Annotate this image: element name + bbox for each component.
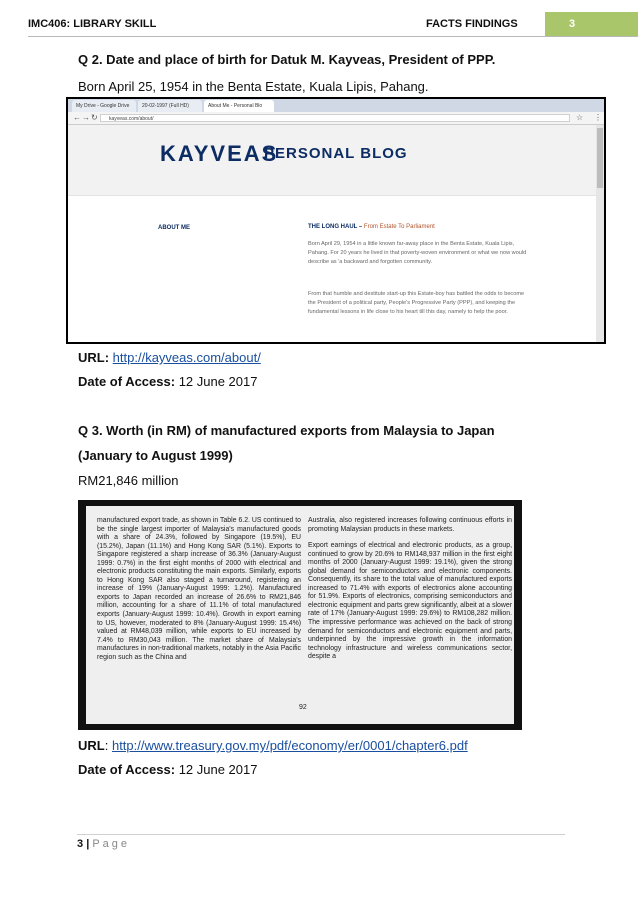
access-date: 12 June 2017 [178,374,258,389]
scan-right-paragraph-1: Australia, also registered increases following continuous efforts in promoting Malaysian products in these markets. [308,517,512,533]
blog-title: PERSONAL BLOG [264,145,408,162]
star-icon: ☆ [576,113,584,122]
scan-right-paragraph-2: Export earnings of electrical and electronic products, as a group, continued to grow by 20.6% to RM148,937 million in the first eight months of 2000 (January-August 1999: 19.1%), given the strong global demand for semiconductors and electronic components. Consequently, its share to the total value of manufactured exports increased to 71.4% with exports of electronics alone accounting for 51.9%. Exports of electronics, comprising semiconductors and electronic equipment and parts grew significantly, albeit at a slower rate of 17% (January-August 1999: 29.6%) to RM108,282 million. The impressive performance was achieved on the back of strong demand for semiconductors and electronic equipment and parts, underpinned by the impressive growth in the information technology infrastructure and wireless communications sector, despite a [308,542,512,661]
back-arrow-icon: ← [73,113,81,122]
url-separator: : [104,738,109,753]
footer-divider [77,834,565,835]
scan-left-column [97,517,301,670]
about-me-heading: ABOUT ME [158,225,190,231]
access-date: 12 June 2017 [178,762,258,777]
url-label: URL: [78,350,110,365]
blog-paragraph-2: From that humble and destitute start-up this Estate-boy has battled the odds to become the President of a political party, People's Progressive Party (PPP), and keeping the fundamental lessons in life close to his heart till this day, namely to help the poor. [308,291,525,315]
long-haul-title: THE LONG HAUL – [308,224,363,230]
menu-icon: ⋮ [594,113,602,122]
footer-page-number: 3 [77,838,84,850]
browser-scrollbar [596,125,604,342]
browser-tab-active: About Me - Personal Blo [204,100,274,112]
header-page-number: 3 [545,12,638,36]
question-3-line-2: (January to August 1999) [78,448,233,463]
browser-tab: My Drive - Google Drive [72,100,136,112]
question-2: Q 2. Date and place of birth for Datuk M. Kayveas, President of PPP. [78,52,496,67]
access-date-label: Date of Access: [78,374,176,389]
url-line-2 [78,350,261,365]
browser-toolbar [68,112,604,125]
header-divider [28,36,638,37]
blog-page [68,125,604,342]
scanned-document-image [78,500,522,730]
blog-paragraph-1: Born April 29, 1954 in a little known far-away place in the Benta Estate, Kuala Lipis, Pahang. For 20 years he lived in that poverty-woven environment or what we now would describe as 'a backward and forgotten community. [308,241,527,265]
forward-arrow-icon: → [82,113,90,122]
footer-page-word: Page [92,838,131,850]
footer-separator: | [86,838,90,850]
scanned-page [86,506,514,724]
access-date-line-3 [78,762,257,777]
footer [77,838,130,850]
browser-tab-strip [68,99,604,112]
url-line-3 [78,738,468,753]
header-section-title: FACTS FINDINGS [426,18,518,30]
scrollbar-thumb [597,128,603,188]
long-haul-heading [308,224,435,230]
browser-address-bar: kayveas.com/about/ [100,114,570,122]
header-course-title: IMC406: LIBRARY SKILL [28,18,157,30]
blog-logo: KAYVEAS [160,141,279,166]
reload-icon: ↻ [91,113,98,122]
answer-3: RM21,846 million [78,473,179,488]
question-3-line-1: Q 3. Worth (in RM) of manufactured exports from Malaysia to Japan [78,423,495,438]
scan-left-paragraph: manufactured export trade, as shown in Table 6.2. US continued to be the single largest importer of Malaysia's manufactured goods with a share of 24.3%, followed by Singapore (19.5%), EU (15.2%), Japan (11.1%) and Hong Kong SAR (5.1%). Exports to Singapore registered a sharp increase of 36.3% (January-August 1999: 0.7%) in the first eight months of 2000 with electrical and electronic products constituting the main exports. Similarly, exports to Hong Kong SAR also staged a turnaround, registering an increase of 19% (January-August 1999: 1.2%). Manufactured exports to Japan recorded an increase of 26.6% to RM21,846 million, accounting for a share of 11.1% of total manufactured exports (January-August 1999: 10.4%). Growth in export earning to US, however, moderated to 8% (January-August 1999: 15.4%) valued at RM48,039 million, while exports to EU increased by 7.4% to RM30,043 million. The market share of Malaysia's manufactures in non-traditional markets, notably in the Asia Pacific region such as the China and [97,517,301,661]
access-date-line-2 [78,374,257,389]
long-haul-subtitle: From Estate To Parliament [363,224,435,230]
scan-page-number: 92 [299,704,307,711]
source-url-link[interactable]: http://kayveas.com/about/ [112,350,261,365]
source-url-link[interactable]: http://www.treasury.gov.my/pdf/economy/er/0001/chapter6.pdf [111,738,468,753]
browser-screenshot [66,97,606,344]
scan-right-column [308,517,512,670]
url-label: URL [78,738,105,753]
answer-2: Born April 25, 1954 in the Benta Estate, Kuala Lipis, Pahang. [78,79,429,94]
access-date-label: Date of Access: [78,762,176,777]
blog-header [68,125,596,196]
browser-tab: 20-02-1997 (Full HD) [138,100,202,112]
